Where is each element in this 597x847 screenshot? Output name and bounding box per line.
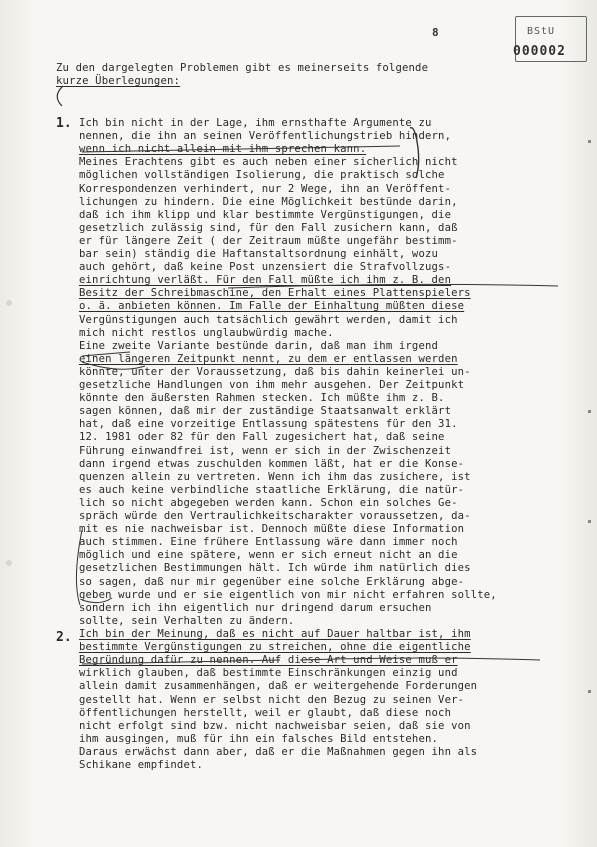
- pen-underline: [82, 146, 400, 152]
- text-line: Ich bin der Meinung, daß es nicht auf Dauer haltbar ist, ihm: [79, 628, 471, 640]
- text-line: es auch keine verbindliche staatliche Erklärung, die natür-: [79, 483, 465, 496]
- text-line: kurze Überlegungen:: [56, 75, 181, 87]
- text-line: Vergünstigungen auch tatsächlich gewährt werden, damit ich: [79, 313, 458, 326]
- text-line: Begründung dafür zu nennen. Auf diese Art und Weise muß er: [79, 654, 458, 667]
- text-line: öffentlichungen herstellt, weil er glaubt, daß diese noch: [79, 706, 452, 719]
- text-line: könnte den äußersten Rahmen stecken. Ich müßte ihm z. B.: [79, 392, 445, 405]
- text-line: gesetzlich zulässig sind, für den Fall zusichern kann, daß: [79, 221, 458, 234]
- text-line: geben wurde und er sie eigentlich von mir nicht erfahren sollte,: [79, 588, 497, 601]
- text-line: Zu den dargelegten Problemen gibt es meinerseits folgende: [56, 62, 429, 74]
- text-line: Daraus erwächst dann aber, daß er die Maßnahmen gegen ihn als: [79, 745, 478, 758]
- text-line: daß ich ihm klipp und klar bestimmte Vergünstigungen, die: [79, 208, 452, 221]
- text-line: sollte, sein Verhalten zu ändern.: [79, 614, 295, 627]
- text-line: Führung einwandfrei ist, wenn er sich in der Zwischenzeit: [79, 444, 452, 457]
- text-line: spräch würde den Vertraulichkeitscharakter voraussetzen, da-: [79, 510, 471, 522]
- pen-scribble: [82, 598, 112, 603]
- text-line: Korrespondenzen verhindert, nur 2 Wege, ihn an Veröffent-: [79, 182, 452, 195]
- text-line: möglich und eine spätere, wenn er sich erneut nicht an die: [79, 549, 458, 562]
- stamp-number: 000002: [513, 44, 566, 59]
- text-line: Schikane empfindet.: [79, 759, 204, 771]
- pen-underline: [228, 284, 558, 288]
- text-line: nicht erfolgt sind bzw. nicht nachweisbar seien, daß sie von: [79, 719, 471, 732]
- pen-underline: [82, 660, 280, 664]
- text-line: mich nicht restlos unglaubwürdig mache.: [79, 326, 334, 339]
- page-number: 8: [432, 26, 439, 39]
- text-line: hat, daß eine vorzeitige Entlassung spätestens für den 31.: [79, 418, 458, 431]
- text-line: gesetzlichen Bestimmungen hält. Ich würde ihm natürlich dies: [79, 562, 471, 575]
- text-line: nennen, die ihn an seinen Veröffentlichungstrieb hindern,: [79, 130, 452, 143]
- stamp-label: BStU: [527, 26, 556, 37]
- text-line: Meines Erachtens gibt es auch neben einer sicherlich nicht: [79, 156, 458, 169]
- text-line: bar sein) ständig die Haftanstaltsordnung einhält, wozu: [79, 248, 439, 260]
- text-line: so sagen, daß nur mir gegenüber eine solche Erklärung abge-: [79, 575, 465, 588]
- text-line: bestimmte Vergünstigungen zu streichen, ohne die eigentliche: [79, 641, 471, 654]
- text-line: gesetzliche Handlungen von ihm mehr ausgehen. Der Zeitpunkt: [79, 379, 465, 391]
- text-line: lichungen zu hindern. Die eine Möglichkeit bestünde darin,: [79, 195, 458, 208]
- text-line: auch stimmen. Eine frühere Entlassung wäre dann immer noch: [79, 536, 458, 549]
- text-line: quenzen allein zu vertreten. Wenn ich ihm das zusichere, ist: [79, 470, 471, 483]
- text-line: könnte, unter der Voraussetzung, daß bis dahin keinerlei un-: [79, 365, 471, 378]
- margin-line: [76, 530, 82, 605]
- text-line: einen längeren Zeitpunkt nennt, zu dem er entlassen werden: [79, 352, 458, 365]
- pen-underline: [82, 352, 130, 356]
- text-line: Ich bin nicht in der Lage, ihm ernsthafte Argumente zu: [79, 117, 432, 129]
- margin-hook: [57, 86, 63, 106]
- text-line: sondern ich ihn eigentlich nur dringend darum ersuchen: [79, 601, 432, 614]
- text-line: 12. 1981 oder 82 für den Fall zugesichert hat, daß seine: [79, 431, 445, 444]
- text-line: er für längere Zeit ( der Zeitraum müßte ungefähr bestimm-: [79, 234, 458, 247]
- text-line: gestellt hat. Wenn er selbst nicht den Bezug zu seinen Ver-: [79, 693, 465, 706]
- text-line: Eine zweite Variante bestünde darin, daß man ihm irgend: [79, 339, 439, 352]
- text-line: mit es nie nachweisbar ist. Dennoch müßte diese Information: [79, 523, 465, 536]
- text-line: wenn ich nicht allein mit ihm sprechen kann.: [79, 143, 367, 156]
- section-number: 2.: [56, 630, 72, 645]
- text-line: allein damit zusammenhängen, daß er weitergehende Forderungen: [79, 680, 478, 693]
- text-line: ihm ausgingen, muß für ihn ein falsches Bild entstehen.: [79, 732, 439, 745]
- text-line: o. ä. anbieten können. Im Falle der Einhaltung müßten diese: [79, 300, 465, 313]
- pen-underline: [300, 658, 540, 660]
- pen-scribble: [82, 362, 145, 369]
- section-number: 1.: [56, 116, 72, 131]
- text-line: lich so nicht abgegeben werden kann. Schon ein solches Ge-: [79, 496, 458, 509]
- margin-bracket: [410, 128, 419, 178]
- text-line: möglichen vollständigen Isolierung, die praktisch solche: [79, 169, 445, 182]
- text-line: auch gehört, daß keine Post unzensiert die Strafvollzugs-: [79, 261, 452, 274]
- text-line: sagen können, daß mir der zuständige Staatsanwalt erklärt: [79, 405, 452, 418]
- text-line: dann irgend etwas zuschulden kommen läßt, hat er die Konse-: [79, 457, 465, 470]
- text-line: Besitz der Schreibmaschine, den Erhalt eines Plattenspielers: [79, 287, 471, 300]
- text-line: wirklich glauben, daß bestimmte Einschränkungen einzig und: [79, 667, 458, 680]
- text-line: einrichtung verläßt. Für den Fall müßte ich ihm z. B. den: [79, 274, 452, 287]
